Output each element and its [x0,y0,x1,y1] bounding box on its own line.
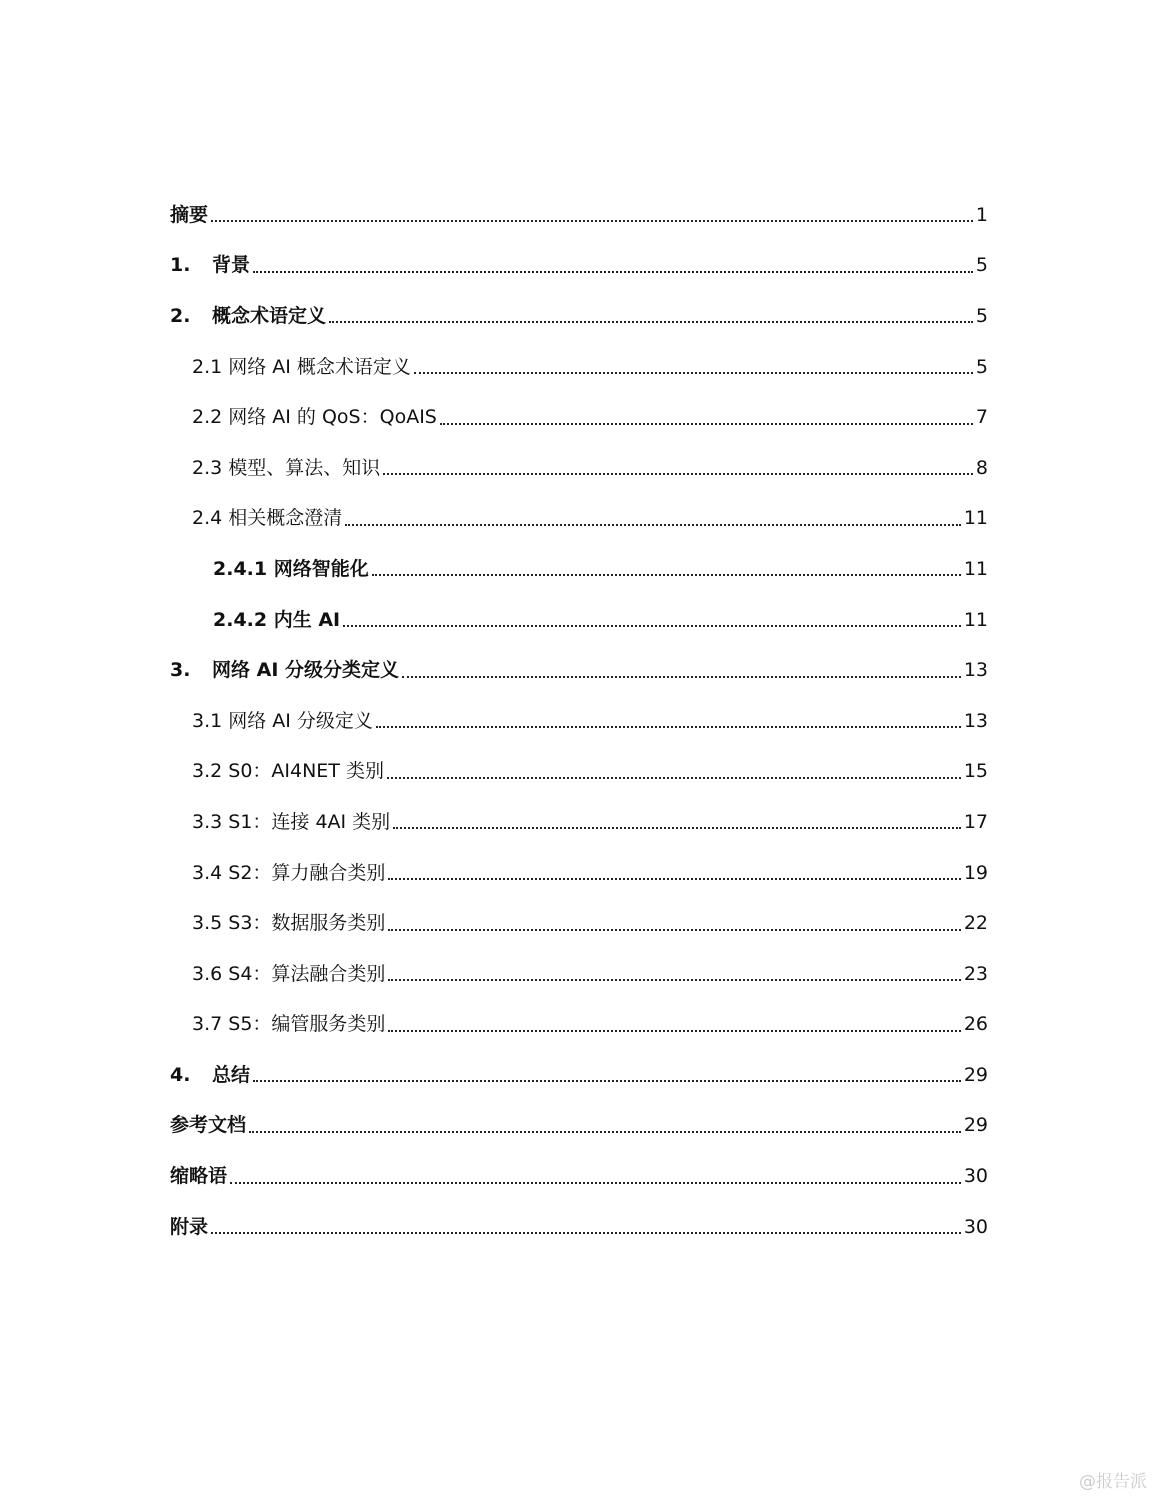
watermark: @报告派 [1079,1472,1147,1492]
toc-entry-title: 3.7 S5：编管服务类别 [192,1013,386,1036]
toc-entry-page: 15 [963,760,988,783]
table-of-contents [170,190,988,1252]
toc-entry-references[interactable] [170,1101,988,1152]
toc-entry-title: 2.2 网络 AI 的 QoS：QoAIS [192,406,437,429]
dot-leader [345,524,961,526]
toc-entry-page: 29 [963,1063,988,1086]
toc-entry-title: 网络 AI 分级分类定义 [212,659,400,682]
toc-entry-page: 11 [963,608,988,631]
toc-entry-page: 8 [975,456,988,479]
toc-entry-2-4[interactable] [170,494,988,545]
toc-entry-page: 13 [963,659,988,682]
toc-entry-page: 30 [963,1165,988,1188]
toc-entry-title: 总结 [212,1063,251,1086]
toc-entry-page: 5 [975,254,988,277]
dot-leader [414,372,973,374]
dot-leader [393,827,961,829]
toc-entry-title: 3.6 S4：算法融合类别 [192,962,386,985]
dot-leader [388,979,960,981]
toc-entry-title: 3.4 S2：算力融合类别 [192,861,386,884]
toc-entry-classification[interactable] [170,645,988,696]
toc-entry-title: 2.3 模型、算法、知识 [192,456,381,479]
toc-entry-page: 13 [963,709,988,732]
toc-entry-title: 2.4 相关概念澄清 [192,507,343,530]
toc-entry-summary[interactable] [170,1050,988,1101]
dot-leader [372,574,961,576]
toc-entry-2-3[interactable] [170,443,988,494]
dot-leader [387,777,961,779]
toc-entry-page: 19 [963,861,988,884]
toc-entry-abbreviations[interactable] [170,1151,988,1202]
toc-entry-page: 17 [963,810,988,833]
toc-entry-background[interactable] [170,241,988,292]
dot-leader [253,1080,961,1082]
toc-entry-3-4[interactable] [170,848,988,899]
toc-entry-title: 背景 [212,254,251,277]
toc-entry-number: 1. [170,254,191,277]
toc-entry-page: 23 [963,962,988,985]
toc-entry-title: 2.4.2 内生 AI [213,608,341,631]
toc-entry-page: 29 [963,1114,988,1137]
toc-entry-page: 26 [963,1013,988,1036]
toc-entry-title: 3.1 网络 AI 分级定义 [192,709,373,732]
toc-entry-2-1[interactable] [170,342,988,393]
dot-leader [440,423,973,425]
toc-entry-title: 概念术语定义 [212,304,327,327]
toc-entry-abstract[interactable] [170,190,988,241]
dot-leader [388,878,960,880]
toc-entry-page: 11 [963,507,988,530]
toc-entry-2-2[interactable] [170,392,988,443]
toc-entry-page: 11 [963,557,988,580]
dot-leader [329,321,973,323]
dot-leader [211,220,973,222]
toc-entry-page: 5 [975,355,988,378]
toc-entry-2-4-2[interactable] [170,595,988,646]
dot-leader [249,1131,961,1133]
toc-entry-page: 22 [963,912,988,935]
toc-entry-3-1[interactable] [170,696,988,747]
toc-entry-title: 参考文档 [170,1114,247,1137]
dot-leader [402,676,961,678]
toc-entry-title: 缩略语 [170,1165,228,1188]
toc-entry-3-7[interactable] [170,1000,988,1051]
toc-entry-page: 1 [975,203,988,226]
toc-entry-3-3[interactable] [170,797,988,848]
dot-leader [230,1182,961,1184]
dot-leader [343,625,961,627]
toc-entry-3-6[interactable] [170,949,988,1000]
toc-entry-page: 5 [975,304,988,327]
dot-leader [376,726,961,728]
toc-entry-terminology[interactable] [170,291,988,342]
toc-entry-appendix[interactable] [170,1202,988,1253]
toc-entry-3-5[interactable] [170,898,988,949]
toc-entry-title: 2.4.1 网络智能化 [213,557,369,580]
toc-entry-title: 摘要 [170,203,209,226]
toc-entry-3-2[interactable] [170,747,988,798]
toc-entry-title: 附录 [170,1215,209,1238]
toc-entry-number: 3. [170,659,191,682]
toc-entry-page: 7 [975,406,988,429]
toc-entry-title: 3.3 S1：连接 4AI 类别 [192,810,391,833]
dot-leader [388,1030,960,1032]
toc-entry-title: 3.5 S3：数据服务类别 [192,912,386,935]
dot-leader [383,473,973,475]
toc-entry-title: 3.2 S0：AI4NET 类别 [192,760,384,783]
dot-leader [388,929,960,931]
toc-entry-title: 2.1 网络 AI 概念术语定义 [192,355,411,378]
toc-entry-page: 30 [963,1215,988,1238]
toc-entry-number: 2. [170,304,191,327]
dot-leader [211,1232,961,1234]
toc-entry-2-4-1[interactable] [170,544,988,595]
toc-entry-number: 4. [170,1063,191,1086]
dot-leader [253,271,973,273]
